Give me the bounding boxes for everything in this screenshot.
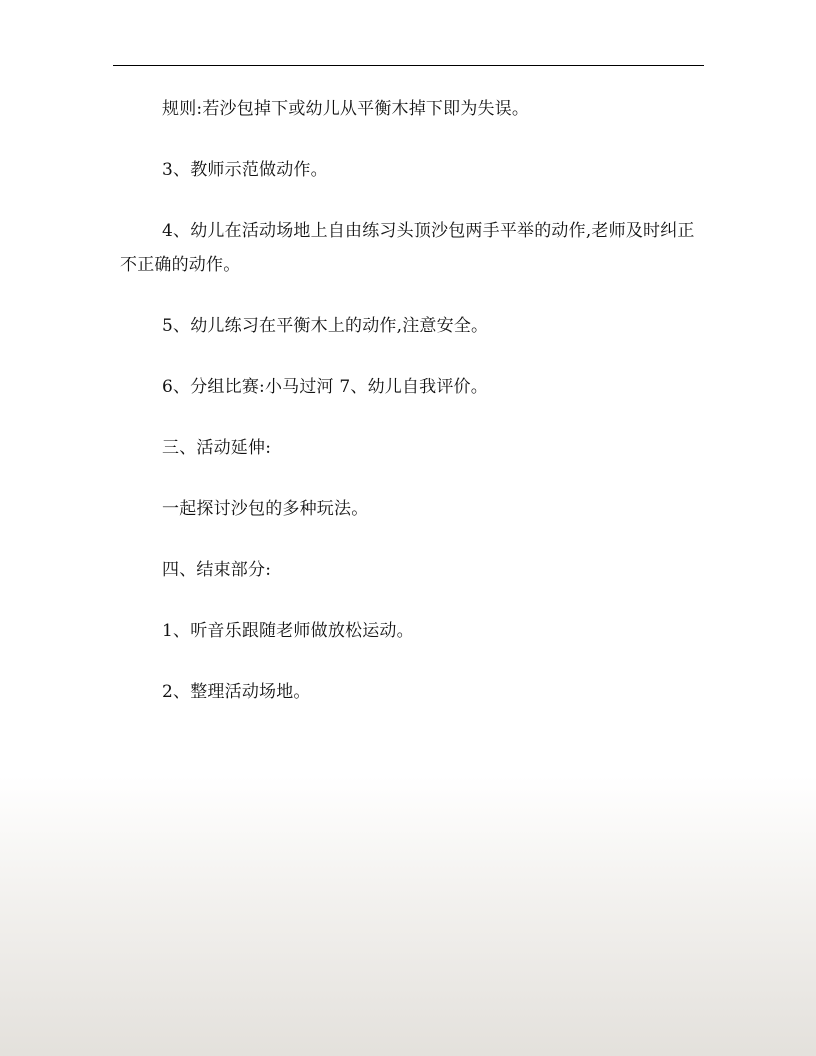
paragraph-rules: 规则:若沙包掉下或幼儿从平衡木掉下即为失误。 [162, 99, 530, 119]
paragraph-step-6: 6、分组比赛:小马过河 7、幼儿自我评价。 [162, 377, 488, 397]
section-heading-ending: 四、结束部分: [162, 560, 272, 580]
paragraph-step-5: 5、幼儿练习在平衡木上的动作,注意安全。 [162, 316, 489, 336]
section-heading-extension: 三、活动延伸: [162, 438, 272, 458]
paragraph-ending-1: 1、听音乐跟随老师做放松运动。 [162, 621, 414, 641]
document-body [120, 92, 704, 736]
page-background-shade [0, 776, 816, 1056]
paragraph-extension: 一起探讨沙包的多种玩法。 [162, 499, 369, 519]
paragraph-step-4: 4、幼儿在活动场地上自由练习头顶沙包两手平举的动作,老师及时纠正不正确的动作。 [120, 221, 695, 275]
paragraph-ending-2: 2、整理活动场地。 [162, 682, 311, 702]
header-rule [113, 65, 704, 66]
paragraph-step-3: 3、教师示范做动作。 [162, 160, 328, 180]
